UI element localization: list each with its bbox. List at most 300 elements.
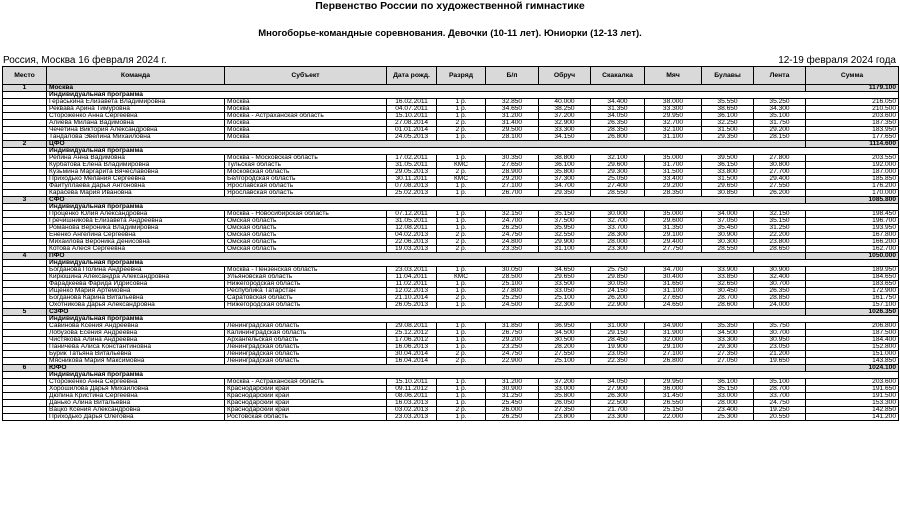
score-rope: 22.350: [591, 358, 645, 365]
score-rope: 31.350: [591, 106, 645, 113]
score-ball: 31.450: [645, 393, 702, 400]
athlete-name: Савинова Ксения Андреевна: [47, 323, 225, 330]
score-no-apparatus: 24.700: [486, 218, 539, 225]
athlete-total: 210.500: [806, 106, 899, 113]
athlete-subject: Ленинградская область: [225, 323, 387, 330]
team-name: СФО: [47, 197, 806, 204]
score-rope: 33.700: [591, 225, 645, 232]
score-ribbon: 28.850: [754, 295, 806, 302]
team-row: [3, 85, 899, 92]
score-rope: 32.100: [591, 155, 645, 162]
score-hoop: 38.800: [539, 155, 591, 162]
score-hoop: 37.500: [539, 218, 591, 225]
athlete-name: Фарадкеева Фарида Идрисовна: [47, 281, 225, 288]
score-no-apparatus: 29.200: [486, 337, 539, 344]
results-body: [3, 85, 899, 421]
score-rope: 32.700: [591, 218, 645, 225]
athlete-category: 2 р.: [437, 246, 486, 253]
score-ball: 26.550: [645, 400, 702, 407]
athlete-subject: Ленинградская область: [225, 351, 387, 358]
athlete-subject: Тульская область: [225, 162, 387, 169]
team-total: 1179.100: [806, 85, 899, 92]
athlete-rank-cell: [3, 295, 47, 302]
score-rope: 23.050: [591, 351, 645, 358]
athlete-name: Богданова Карина Витальевна: [47, 295, 225, 302]
score-no-apparatus: 31.850: [486, 323, 539, 330]
score-clubs: 34.000: [702, 211, 754, 218]
athlete-name: Гречишникова Елизавета Андреевна: [47, 218, 225, 225]
athlete-category: 2 р.: [437, 127, 486, 134]
athlete-total: 183.950: [806, 127, 899, 134]
score-no-apparatus: 31.400: [486, 120, 539, 127]
score-hoop: 27.350: [539, 407, 591, 414]
score-hoop: 35.150: [539, 211, 591, 218]
athlete-total: 203.550: [806, 155, 899, 162]
athlete-birthdate: 15.10.2011: [387, 113, 437, 120]
athlete-category: 2 р.: [437, 295, 486, 302]
athlete-rank-cell: [3, 120, 47, 127]
score-rope: 28.550: [591, 190, 645, 197]
program-row: [3, 204, 899, 211]
program-label: Индивидуальная программа: [47, 204, 899, 211]
score-ribbon: 27.550: [754, 183, 806, 190]
athlete-row: [3, 155, 899, 162]
athlete-category: 1 р.: [437, 134, 486, 141]
score-ribbon: 30.700: [754, 330, 806, 337]
score-clubs: 34.500: [702, 330, 754, 337]
col-header-team: Команда: [47, 67, 225, 85]
athlete-subject: Нижегородская область: [225, 281, 387, 288]
athlete-name: Бурик Татьяна Витальевна: [47, 351, 225, 358]
athlete-birthdate: 17.02.2011: [387, 155, 437, 162]
athlete-subject: Омская область: [225, 246, 387, 253]
score-no-apparatus: 27.800: [486, 288, 539, 295]
athlete-name: Стороженко Анна Сергеевна: [47, 379, 225, 386]
score-rope: 28.000: [591, 239, 645, 246]
athlete-birthdate: 08.06.2011: [387, 393, 437, 400]
score-no-apparatus: 32.150: [486, 211, 539, 218]
score-no-apparatus: 23.250: [486, 344, 539, 351]
athlete-name: Приходько Мелания Сергеевна: [47, 176, 225, 183]
athlete-birthdate: 29.08.2011: [387, 323, 437, 330]
score-hoop: 35.950: [539, 225, 591, 232]
score-ball: 27.100: [645, 351, 702, 358]
athlete-rank-cell: [3, 281, 47, 288]
score-ribbon: 28.700: [754, 386, 806, 393]
athlete-birthdate: 27.08.2014: [387, 120, 437, 127]
score-no-apparatus: 31.250: [486, 393, 539, 400]
col-header-hoop: Обруч: [539, 67, 591, 85]
athlete-row: [3, 393, 899, 400]
score-no-apparatus: 28.100: [486, 134, 539, 141]
score-clubs: 28.600: [702, 302, 754, 309]
score-no-apparatus: 24.750: [486, 232, 539, 239]
athlete-name: Паничева Алиса Константиновна: [47, 344, 225, 351]
athlete-name: Чистякова Алина Андреевна: [47, 337, 225, 344]
score-hoop: 34.500: [539, 330, 591, 337]
score-clubs: 30.850: [702, 190, 754, 197]
athlete-name: Мясникова Мария Максимовна: [47, 358, 225, 365]
score-ball: 22.000: [645, 414, 702, 421]
competition-dates: 12-19 февраля 2024 года: [778, 55, 896, 66]
program-rank-cell: [3, 260, 47, 267]
score-ribbon: 30.900: [754, 267, 806, 274]
athlete-rank-cell: [3, 176, 47, 183]
athlete-total: 141.200: [806, 414, 899, 421]
athlete-birthdate: 30.11.2011: [387, 176, 437, 183]
score-hoop: 27.550: [539, 351, 591, 358]
athlete-category: 1 р.: [437, 323, 486, 330]
score-ribbon: 19.250: [754, 407, 806, 414]
athlete-birthdate: 12.02.2013: [387, 288, 437, 295]
athlete-subject: Омская область: [225, 232, 387, 239]
score-rope: 28.450: [591, 337, 645, 344]
athlete-birthdate: 03.02.2013: [387, 407, 437, 414]
athlete-total: 176.200: [806, 183, 899, 190]
score-rope: 19.900: [591, 344, 645, 351]
col-header-clubs: Булавы: [702, 67, 754, 85]
athlete-name: Кузьмина Маргарита Вячеславовна: [47, 169, 225, 176]
athlete-rank-cell: [3, 169, 47, 176]
athlete-category: 1 р.: [437, 99, 486, 106]
athlete-category: 1 р.: [437, 155, 486, 162]
athlete-category: 2 р.: [437, 169, 486, 176]
athlete-name: Приходько Дарья Олеговна: [47, 414, 225, 421]
program-label: Индивидуальная программа: [47, 316, 899, 323]
athlete-row: [3, 106, 899, 113]
athlete-row: [3, 281, 899, 288]
athlete-total: 189.950: [806, 267, 899, 274]
score-ribbon: 27.700: [754, 169, 806, 176]
athlete-name: Кирюшина Александра Александровна: [47, 274, 225, 281]
athlete-category: 1 р.: [437, 113, 486, 120]
athlete-name: Хорошилова Дарья Михайловна: [47, 386, 225, 393]
score-no-apparatus: 29.500: [486, 127, 539, 134]
athlete-subject: Москва - Московская область: [225, 155, 387, 162]
score-clubs: 29.650: [702, 183, 754, 190]
athlete-row: [3, 113, 899, 120]
score-clubs: 35.550: [702, 99, 754, 106]
athlete-total: 196.700: [806, 218, 899, 225]
score-no-apparatus: 26.750: [486, 330, 539, 337]
team-row: [3, 309, 899, 316]
athlete-category: 1 р.: [437, 281, 486, 288]
score-no-apparatus: 30.050: [486, 267, 539, 274]
athlete-rank-cell: [3, 155, 47, 162]
score-ball: 34.700: [645, 267, 702, 274]
score-ribbon: 26.200: [754, 190, 806, 197]
score-clubs: 33.850: [702, 274, 754, 281]
score-rope: 25.750: [591, 267, 645, 274]
score-no-apparatus: 24.500: [486, 302, 539, 309]
score-hoop: 32.900: [539, 120, 591, 127]
athlete-subject: Краснодарский край: [225, 407, 387, 414]
athlete-row: [3, 379, 899, 386]
team-row: [3, 253, 899, 260]
athlete-row: [3, 225, 899, 232]
athlete-rank-cell: [3, 379, 47, 386]
score-hoop: 29.350: [539, 190, 591, 197]
program-row: [3, 316, 899, 323]
program-label: Индивидуальная программа: [47, 92, 899, 99]
athlete-birthdate: 21.10.2014: [387, 295, 437, 302]
program-rank-cell: [3, 92, 47, 99]
athlete-total: 203.600: [806, 379, 899, 386]
athlete-name: Охотникова Дарья Александровна: [47, 302, 225, 309]
score-no-apparatus: 22.900: [486, 358, 539, 365]
athlete-name: Гераськина Елизавета Владимировна: [47, 99, 225, 106]
score-ribbon: 24.000: [754, 302, 806, 309]
score-ribbon: 23.050: [754, 344, 806, 351]
team-rank: 4: [3, 253, 47, 260]
score-ball: 31.500: [645, 169, 702, 176]
athlete-category: 1 р.: [437, 344, 486, 351]
athlete-name: Алиева Милана Вадимовна: [47, 120, 225, 127]
program-rank-cell: [3, 148, 47, 155]
athlete-birthdate: 31.05.2011: [387, 218, 437, 225]
athlete-category: 1 р.: [437, 190, 486, 197]
athlete-category: 1 р.: [437, 379, 486, 386]
athlete-row: [3, 323, 899, 330]
athlete-rank-cell: [3, 232, 47, 239]
athlete-row: [3, 274, 899, 281]
athlete-subject: Москва: [225, 134, 387, 141]
athlete-subject: Омская область: [225, 239, 387, 246]
score-hoop: 32.550: [539, 232, 591, 239]
score-hoop: 26.050: [539, 400, 591, 407]
col-header-total: Сумма: [806, 67, 899, 85]
score-hoop: 31.100: [539, 246, 591, 253]
athlete-total: 170.000: [806, 190, 899, 197]
score-rope: 22.500: [591, 400, 645, 407]
athlete-rank-cell: [3, 267, 47, 274]
athlete-name: Тандалова Эвелина Михайловна: [47, 134, 225, 141]
score-ball: 32.000: [645, 337, 702, 344]
athlete-birthdate: 11.02.2011: [387, 281, 437, 288]
athlete-rank-cell: [3, 239, 47, 246]
athlete-row: [3, 358, 899, 365]
score-ribbon: 22.200: [754, 232, 806, 239]
score-ribbon: 34.300: [754, 106, 806, 113]
athlete-subject: Краснодарский край: [225, 386, 387, 393]
athlete-rank-cell: [3, 211, 47, 218]
athlete-rank-cell: [3, 113, 47, 120]
score-ribbon: 35.750: [754, 323, 806, 330]
score-no-apparatus: 28.500: [486, 274, 539, 281]
team-total: 1026.350: [806, 309, 899, 316]
athlete-rank-cell: [3, 351, 47, 358]
athlete-row: [3, 337, 899, 344]
athlete-total: 183.650: [806, 281, 899, 288]
program-rank-cell: [3, 204, 47, 211]
table-header-row: [3, 67, 899, 85]
athlete-subject: Архангельская область: [225, 337, 387, 344]
program-rank-cell: [3, 316, 47, 323]
athlete-total: 187.000: [806, 169, 899, 176]
athlete-total: 198.450: [806, 211, 899, 218]
score-ball: 28.350: [645, 190, 702, 197]
athlete-rank-cell: [3, 302, 47, 309]
score-ball: 33.400: [645, 176, 702, 183]
program-row: [3, 372, 899, 379]
score-hoop: 37.200: [539, 379, 591, 386]
score-no-apparatus: 30.900: [486, 386, 539, 393]
score-clubs: 30.300: [702, 239, 754, 246]
athlete-row: [3, 239, 899, 246]
score-ball: 31.650: [645, 281, 702, 288]
score-no-apparatus: 26.700: [486, 190, 539, 197]
athlete-rank-cell: [3, 99, 47, 106]
athlete-rank-cell: [3, 183, 47, 190]
athlete-birthdate: 11.04.2011: [387, 274, 437, 281]
athlete-name: Чечетина Виктория Александровна: [47, 127, 225, 134]
athlete-rank-cell: [3, 134, 47, 141]
score-ball: 31.700: [645, 162, 702, 169]
score-no-apparatus: 29.200: [486, 176, 539, 183]
athlete-rank-cell: [3, 358, 47, 365]
athlete-total: 192.000: [806, 162, 899, 169]
score-ribbon: 29.200: [754, 127, 806, 134]
score-no-apparatus: 31.200: [486, 379, 539, 386]
team-rank: 6: [3, 365, 47, 372]
athlete-total: 184.400: [806, 337, 899, 344]
athlete-birthdate: 23.03.2011: [387, 267, 437, 274]
col-header-ball: Мяч: [645, 67, 702, 85]
col-header-rope: Скакалка: [591, 67, 645, 85]
athlete-category: 1 р.: [437, 386, 486, 393]
athlete-category: 2 р.: [437, 407, 486, 414]
athlete-rank-cell: [3, 407, 47, 414]
athlete-subject: Калининградская область: [225, 330, 387, 337]
score-no-apparatus: 25.450: [486, 400, 539, 407]
score-clubs: 27.050: [702, 358, 754, 365]
athlete-row: [3, 211, 899, 218]
team-name: ПФО: [47, 253, 806, 260]
col-header-ribbon: Лента: [754, 67, 806, 85]
athlete-subject: Московская область: [225, 169, 387, 176]
score-ball: 32.700: [645, 120, 702, 127]
athlete-category: 1 р.: [437, 183, 486, 190]
score-ribbon: 28.650: [754, 246, 806, 253]
athlete-birthdate: 30.04.2014: [387, 351, 437, 358]
team-total: 1114.600: [806, 141, 899, 148]
athlete-category: КМС: [437, 162, 486, 169]
score-hoop: 34.150: [539, 134, 591, 141]
team-name: СЗФО: [47, 309, 806, 316]
athlete-rank-cell: [3, 414, 47, 421]
score-ribbon: 32.150: [754, 211, 806, 218]
athlete-rank-cell: [3, 246, 47, 253]
team-name: ЮФО: [47, 365, 806, 372]
athlete-row: [3, 232, 899, 239]
athlete-total: 185.850: [806, 176, 899, 183]
athlete-row: [3, 183, 899, 190]
athlete-subject: Ростовская область: [225, 414, 387, 421]
athlete-birthdate: 23.03.2013: [387, 414, 437, 421]
athlete-birthdate: 16.04.2014: [387, 358, 437, 365]
score-no-apparatus: 26.250: [486, 414, 539, 421]
score-ribbon: 20.550: [754, 414, 806, 421]
athlete-name: Лобузова Есения Андреевна: [47, 330, 225, 337]
score-ball: 36.000: [645, 386, 702, 393]
score-hoop: 29.900: [539, 239, 591, 246]
team-total: 1050.000: [806, 253, 899, 260]
athlete-rank-cell: [3, 393, 47, 400]
athlete-rank-cell: [3, 323, 47, 330]
score-ribbon: 21.200: [754, 351, 806, 358]
score-hoop: 38.250: [539, 106, 591, 113]
score-clubs: 38.650: [702, 106, 754, 113]
score-no-apparatus: 31.200: [486, 113, 539, 120]
score-ball: 29.200: [645, 183, 702, 190]
score-hoop: 36.100: [539, 162, 591, 169]
score-no-apparatus: 24.750: [486, 351, 539, 358]
athlete-total: 143.850: [806, 358, 899, 365]
athlete-total: 162.700: [806, 246, 899, 253]
athlete-name: Стороженко Анна Сергеевна: [47, 113, 225, 120]
athlete-total: 153.300: [806, 400, 899, 407]
score-clubs: 35.450: [702, 225, 754, 232]
score-hoop: 35.800: [539, 393, 591, 400]
athlete-rank-cell: [3, 218, 47, 225]
score-ball: 29.400: [645, 239, 702, 246]
score-rope: 34.050: [591, 379, 645, 386]
score-ribbon: 29.400: [754, 176, 806, 183]
athlete-category: КМС: [437, 274, 486, 281]
athlete-subject: Москва - Пензенская область: [225, 267, 387, 274]
team-row: [3, 197, 899, 204]
score-no-apparatus: 25.100: [486, 281, 539, 288]
athlete-rank-cell: [3, 106, 47, 113]
score-ball: 24.650: [645, 302, 702, 309]
athlete-subject: Ярославская область: [225, 183, 387, 190]
program-row: [3, 92, 899, 99]
athlete-category: 1 р.: [437, 330, 486, 337]
athlete-subject: Краснодарский край: [225, 400, 387, 407]
athlete-rank-cell: [3, 344, 47, 351]
program-rank-cell: [3, 372, 47, 379]
col-header-category: Разряд: [437, 67, 486, 85]
score-rope: 29.300: [591, 169, 645, 176]
athlete-total: 184.650: [806, 274, 899, 281]
athlete-category: 1 р.: [437, 400, 486, 407]
score-rope: 26.800: [591, 134, 645, 141]
athlete-birthdate: 25.02.2013: [387, 190, 437, 197]
col-header-no-apparatus: Б/п: [486, 67, 539, 85]
score-hoop: 23.800: [539, 414, 591, 421]
score-no-apparatus: 30.350: [486, 155, 539, 162]
score-hoop: 25.100: [539, 295, 591, 302]
score-ball: 29.950: [645, 113, 702, 120]
athlete-category: 2 р.: [437, 351, 486, 358]
score-rope: 30.000: [591, 211, 645, 218]
program-label: Индивидуальная программа: [47, 148, 899, 155]
score-no-apparatus: 32.850: [486, 99, 539, 106]
score-rope: 28.350: [591, 127, 645, 134]
score-clubs: 23.400: [702, 407, 754, 414]
athlete-name: Романова Вероника Владимировна: [47, 225, 225, 232]
athlete-row: [3, 176, 899, 183]
score-no-apparatus: 28.900: [486, 169, 539, 176]
athlete-category: 2 р.: [437, 120, 486, 127]
score-clubs: 29.300: [702, 344, 754, 351]
athlete-name: Карасева Мария Ивановна: [47, 190, 225, 197]
athlete-category: 1 р.: [437, 393, 486, 400]
score-clubs: 33.300: [702, 337, 754, 344]
athlete-category: 1 р.: [437, 225, 486, 232]
athlete-total: 157.100: [806, 302, 899, 309]
score-ball: 29.950: [645, 379, 702, 386]
